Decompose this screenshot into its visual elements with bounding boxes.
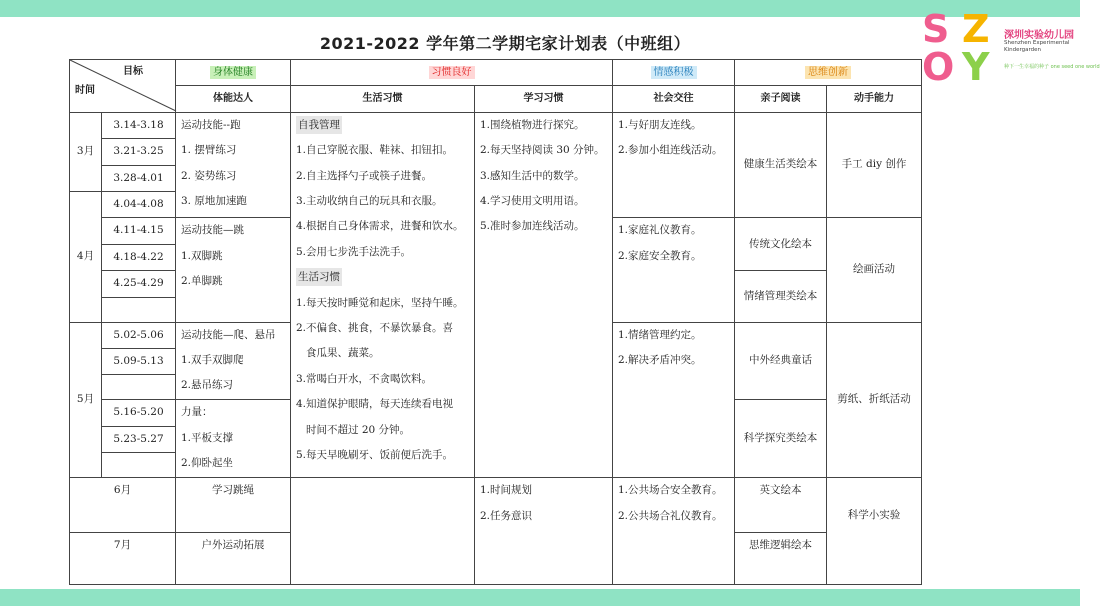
reading-march: 健康生活类绘本 [735,112,827,218]
week-cell: 4.25-4.29 [102,271,176,297]
top-decor-band [0,0,1080,17]
logo-name-en: Shenzhen Experimental Kindergarden [1004,40,1070,53]
logo-letter-s: S [922,7,950,51]
header-row-subcategories [70,86,922,112]
study-habits-summer: 1.时间规划 2.任务意识 [475,478,613,585]
week-cell: 4.18-4.22 [102,244,176,270]
week-cell: 3.21-3.25 [102,139,176,165]
table-row-june [70,478,922,533]
social-may: 1.情绪管理约定。 2.解决矛盾冲突。 [613,322,735,478]
week-cell: 3.14-3.18 [102,112,176,138]
fitness-march: 运动技能--跑 1. 摆臂练习 2. 姿势练习 3. 原地加速跑 [176,112,291,218]
fitness-may-climb: 运动技能—爬、悬吊 1.双手双脚爬 2.悬吊练习 [176,322,291,400]
fitness-may-strength: 力量： 1.平板支撑 2.仰卧起坐 [176,400,291,478]
subcategory-study-habits: 学习习惯 [475,86,613,112]
week-cell-empty [102,375,176,400]
school-logo [922,7,1100,89]
week-cell: 5.23-5.27 [102,426,176,452]
category-habits: 习惯良好 [291,60,613,86]
subcategory-social: 社会交往 [613,86,735,112]
hands-on-summer: 科学小实验 [827,478,922,585]
goal-label: 目标 [123,66,143,77]
reading-may-science: 科学探究类绘本 [735,400,827,478]
month-july: 7月 [70,533,176,585]
week-cell-empty [102,453,176,478]
reading-april-emotion: 情绪管理类绘本 [735,271,827,322]
subcategory-reading: 亲子阅读 [735,86,827,112]
week-cell: 4.04-4.08 [102,192,176,218]
subcategory-life-habits: 生活习惯 [291,86,475,112]
header-row-categories [70,60,922,86]
social-summer: 1.公共场合安全教育。 2.公共场合礼仪教育。 [613,478,735,585]
bottom-decor-band [0,589,1080,606]
week-cell: 5.16-5.20 [102,400,176,426]
plan-table [69,59,922,585]
week-cell: 5.02-5.06 [102,322,176,348]
life-habits-summer [291,478,475,585]
category-emotion: 情感积极 [613,60,735,86]
reading-may-fairytale: 中外经典童话 [735,322,827,400]
social-march: 1.与好朋友连线。 2.参加小组连线活动。 [613,112,735,218]
page-title: 2021-2022 学年第二学期宅家计划表（中班组） [319,34,691,53]
reading-june: 英文绘本 [735,478,827,533]
month-june: 6月 [70,478,176,533]
month-april: 4月 [70,192,102,323]
month-march: 3月 [70,112,102,191]
week-cell: 3.28-4.01 [102,165,176,191]
social-april: 1.家庭礼仪教育。 2.家庭安全教育。 [613,218,735,322]
logo-slogan: 种下一生幸福的种子 one seed one world [1004,64,1100,70]
logo-letter-z: Z [962,7,990,51]
reading-april-culture: 传统文化绘本 [735,218,827,271]
category-thinking: 思维创新 [735,60,922,86]
life-heading-habits: 生活习惯 [296,268,342,286]
life-habits-cell: 自我管理 1.自己穿脱衣服、鞋袜、扣钮扣。 2.自主选择勺子或筷子进餐。 3.主动收纳自己的玩具和衣服。 4.根据自己身体需求，进餐和饮水。 5.会用七步洗手法洗手。 生活习惯 1.每天按时睡觉和起床，坚持午睡。 2.不偏食、挑食，不暴饮暴食。喜 食瓜果、蔬菜。 3.常喝白开水，不贪喝饮料。 4.知道保护眼睛，每天连续看电视 时间不超过 20 分钟。 5.每天早晚刷牙、饭前便后洗手。 [291,112,475,477]
week-cell: 4.11-4.15 [102,218,176,244]
header-corner [70,60,176,113]
subcategory-fitness: 体能达人 [176,86,291,112]
logo-letter-y: Y [962,45,990,89]
logo-letter-o: O [922,45,955,89]
life-heading-self-management: 自我管理 [296,116,342,134]
category-physical: 身体健康 [176,60,291,86]
month-may: 5月 [70,322,102,478]
reading-july: 思维逻辑绘本 [735,533,827,585]
fitness-april: 运动技能—跳 1.双脚跳 2.单脚跳 [176,218,291,322]
logo-name-cn: 深圳实验幼儿园 [1004,30,1074,41]
time-label: 时间 [75,85,95,96]
hands-on-may: 剪纸、折纸活动 [827,322,922,478]
study-habits-spring: 1.围绕植物进行探究。 2.每天坚持阅读 30 分钟。 3.感知生活中的数学。 4.学习使用文明用语。 5.准时参加连线活动。 [475,112,613,477]
week-cell: 5.09-5.13 [102,349,176,375]
table-row [70,112,922,138]
hands-on-april: 绘画活动 [827,218,922,322]
fitness-june: 学习跳绳 [176,478,291,533]
subcategory-hands-on: 动手能力 [827,86,922,112]
fitness-july: 户外运动拓展 [176,533,291,585]
hands-on-march: 手工 diy 创作 [827,112,922,218]
